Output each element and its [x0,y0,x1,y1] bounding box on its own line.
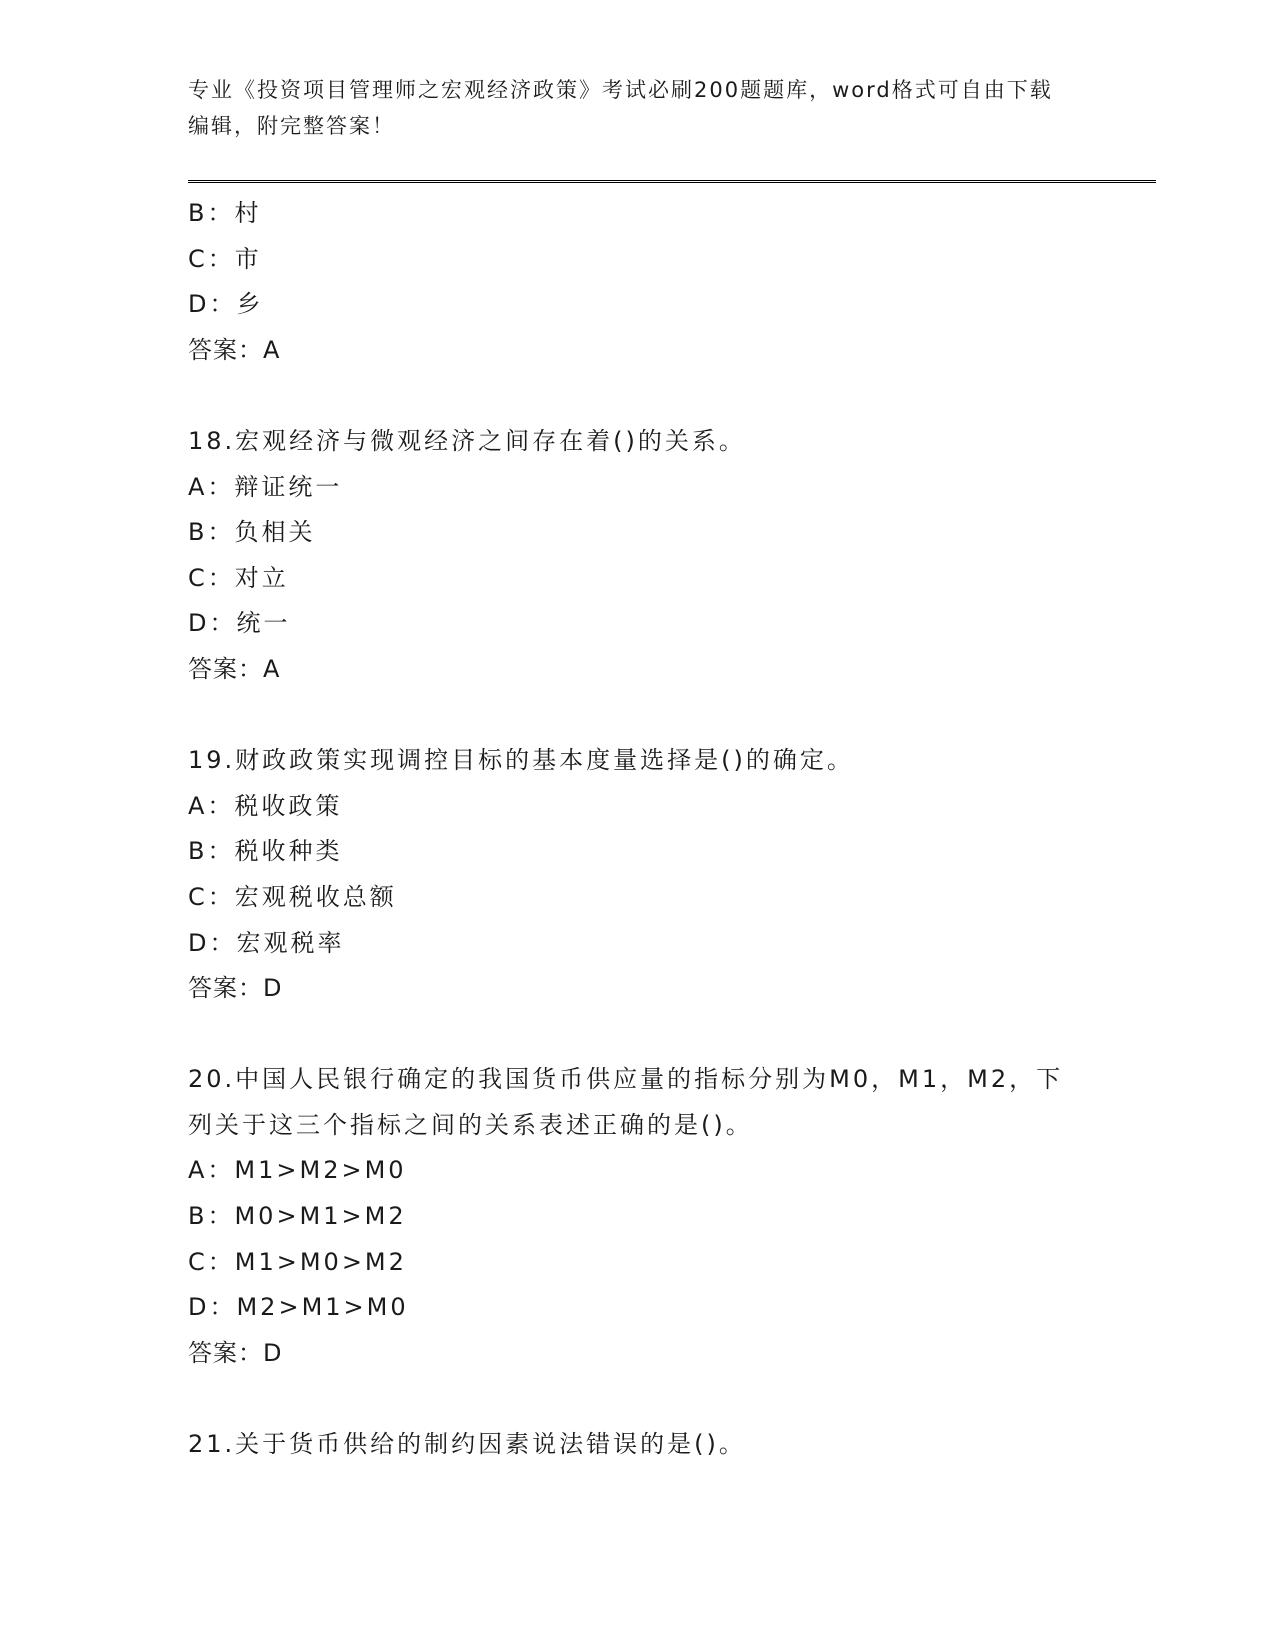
question-20 [188,1057,1088,1376]
option-b: B：M0>M1>M2 [188,1202,407,1231]
question-stem: 19.财政政策实现调控目标的基本度量选择是()的确定。 [188,746,854,775]
question-stem: 18.宏观经济与微观经济之间存在着()的关系。 [188,426,746,455]
question-stem: 21.关于货币供给的制约因素说法错误的是()。 [188,1430,746,1459]
question-17-continued [188,191,1088,373]
question-stem: 20.中国人民银行确定的我国货币供应量的指标分别为M0，M1，M2，下列关于这三个指标之间的关系表述正确的是()。 [188,1065,1064,1139]
option-d: D：乡 [188,290,264,319]
header-divider [188,180,1156,183]
option-c: C：市 [188,244,262,273]
option-b: B：税收种类 [188,837,343,866]
question-18 [188,419,1088,693]
option-c: C：对立 [188,563,289,592]
option-d: D：M2>M1>M0 [188,1293,409,1322]
answer: 答案：D [188,974,283,1003]
option-d: D：宏观税率 [188,928,345,957]
question-21 [188,1422,1088,1468]
option-c: C：M1>M0>M2 [188,1247,407,1276]
option-d: D：统一 [188,609,291,638]
option-b: B：负相关 [188,518,316,547]
answer: 答案：D [188,1338,283,1367]
answer: 答案：A [188,335,281,364]
question-19 [188,738,1088,1012]
option-c: C：宏观税收总额 [188,882,397,911]
question-list [188,191,1088,1468]
option-a: A：M1>M2>M0 [188,1156,407,1185]
answer: 答案：A [188,654,281,683]
option-a: A：税收政策 [188,791,343,820]
option-a: A：辩证统一 [188,472,343,501]
page-header: 专业《投资项目管理师之宏观经济政策》考试必刷200题题库，word格式可自由下载编辑，附完整答案！ [188,78,1053,138]
option-b: B：村 [188,199,262,227]
